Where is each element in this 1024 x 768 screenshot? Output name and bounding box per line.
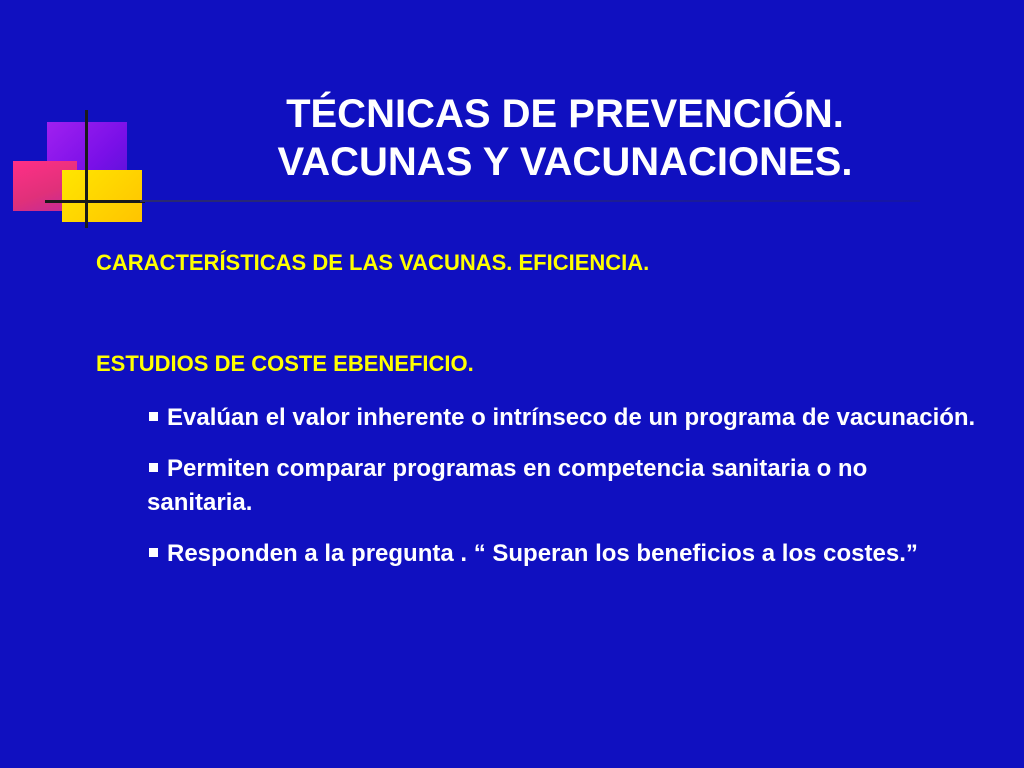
square-bullet-icon [149, 463, 158, 472]
heading-characteristics: CARACTERÍSTICAS DE LAS VACUNAS. EFICIENCIA. [96, 250, 650, 275]
vertical-line [85, 110, 88, 228]
bullet-text: Evalúan el valor inherente o intrínseco de un programa de vacunación. [167, 404, 976, 431]
bullet-item [147, 537, 977, 571]
bullet-list [147, 401, 977, 588]
title-line-2: VACUNAS Y VACUNACIONES. [277, 140, 853, 184]
bullet-text: Responden a la pregunta . “ Superan los beneficios a los costes.” [167, 540, 918, 567]
bullet-text: Permiten comparar programas en competencia sanitaria o no sanitaria. [147, 455, 868, 516]
square-bullet-icon [149, 412, 158, 421]
square-bullet-icon [149, 548, 158, 557]
slide-title [200, 90, 930, 186]
horizontal-line [45, 200, 145, 203]
bullet-item [147, 452, 977, 520]
bullet-item [147, 401, 977, 435]
heading-cost-studies: ESTUDIOS DE COSTE EBENEFICIO. [96, 351, 474, 376]
title-rule [140, 200, 920, 202]
yellow-block [62, 170, 142, 222]
title-line-1: TÉCNICAS DE PREVENCIÓN. [286, 92, 844, 136]
